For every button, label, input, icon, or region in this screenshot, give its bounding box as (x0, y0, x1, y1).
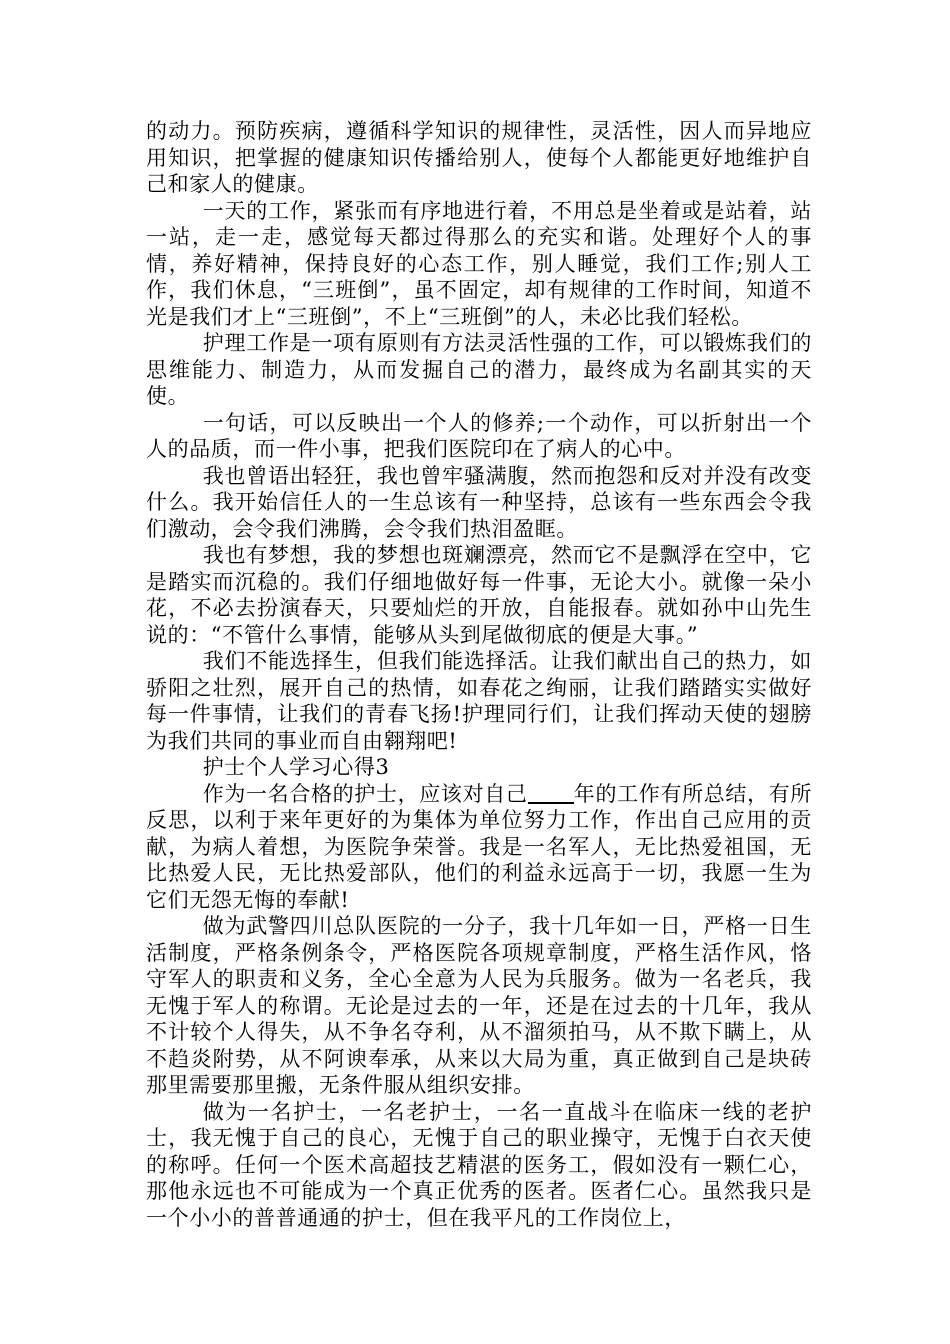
paragraph: 一句话，可以反映出一个人的修养;一个动作，可以折射出一个人的品质，而一件小事，把我们医院印在了病人的心中。 (146, 410, 812, 461)
paragraph-text-before-blank: 作为一名合格的护士，应该对自己 (202, 781, 528, 806)
paragraph: 护理工作是一项有原则有方法灵活性强的工作，可以锻炼我们的思维能力、制造力，从而发掘自己的潜力，最终成为名副其实的天使。 (146, 331, 812, 408)
paragraph: 做为一名护士，一名老护士，一名一直战斗在临床一线的老护士，我无愧于自己的良心，无愧于自己的职业操守，无愧于白衣天使的称呼。任何一个医术高超技艺精湛的医务工，假如没有一颗仁心，那他永远也不可能成为一个真正优秀的医者。医者仁心。虽然我只是一个小小的普普通通的护士，但在我平凡的工作岗位上， (146, 1099, 812, 1230)
paragraph-text-after-blank: 年的工作有所总结，有所反思，以利于来年更好的为集体为单位努力工作，作出自己应用的贡献，为病人着想，为医院争荣誉。我是一名军人，无比热爱祖国，无比热爱人民，无比热爱部队，他们的利益永远高于一切，我愿一生为它们无怨无悔的奉献! (146, 781, 812, 912)
paragraph: 我也曾语出轻狂，我也曾牢骚满腹，然而抱怨和反对并没有改变什么。我开始信任人的一生总该有一种坚持，总该有一些东西会令我们激动，会令我们沸腾，会令我们热泪盈眶。 (146, 463, 812, 541)
section-heading: 护士个人学习心得3 (202, 755, 390, 779)
paragraph: 的动力。预防疾病，遵循科学知识的规律性，灵活性，因人而异地应用知识，把掌握的健康知识传播给别人，使每个人都能更好地维护自己和家人的健康。 (146, 119, 812, 196)
document-page (146, 118, 812, 1231)
paragraph-with-blank (146, 781, 812, 914)
paragraph: 做为武警四川总队医院的一分子，我十几年如一日，严格一日生活制度，严格条例条令，严格医院各项规章制度，严格生活作风，恪守军人的职责和义务，全心全意为人民为兵服务。做为一名老兵，我无愧于军人的称谓。无论是过去的一年，还是在过去的十几年，我从不计较个人得失，从不争名夺利，从不溜须拍马，从不欺下瞒上，从不趋炎附势，从不阿谀奉承，从来以大局为重，真正做到自己是块砖那里需要那里搬，无条件服从组织安排。 (146, 914, 812, 1097)
paragraph: 我们不能选择生，但我们能选择活。让我们献出自己的热力，如骄阳之壮烈，展开自己的热情，如春花之绚丽，让我们踏踏实实做好每一件事情，让我们的青春飞扬!护理同行们，让我们挥动天使的翅膀为我们共同的事业而自由翱翔吧! (146, 649, 812, 753)
fill-in-blank (528, 781, 574, 804)
paragraph: 一天的工作，紧张而有序地进行着，不用总是坐着或是站着，站一站，走一走，感觉每天都过得那么的充实和谐。处理好个人的事情，养好精神，保持良好的心态工作，别人睡觉，我们工作;别人工作，我们休息，“三班倒”，虽不固定，却有规律的工作时间，知道不光是我们才上“三班倒”，不上“三班倒”的人，未必比我们轻松。 (146, 198, 812, 329)
paragraph: 我也有梦想，我的梦想也斑斓漂亮，然而它不是飘浮在空中，它是踏实而沉稳的。我们仔细地做好每一件事，无论大小。就像一朵小花，不必去扮演春天，只要灿烂的开放，自能报春。就如孙中山先生说的：“不管什么事情，能够从头到尾做彻底的便是大事。” (146, 543, 812, 647)
